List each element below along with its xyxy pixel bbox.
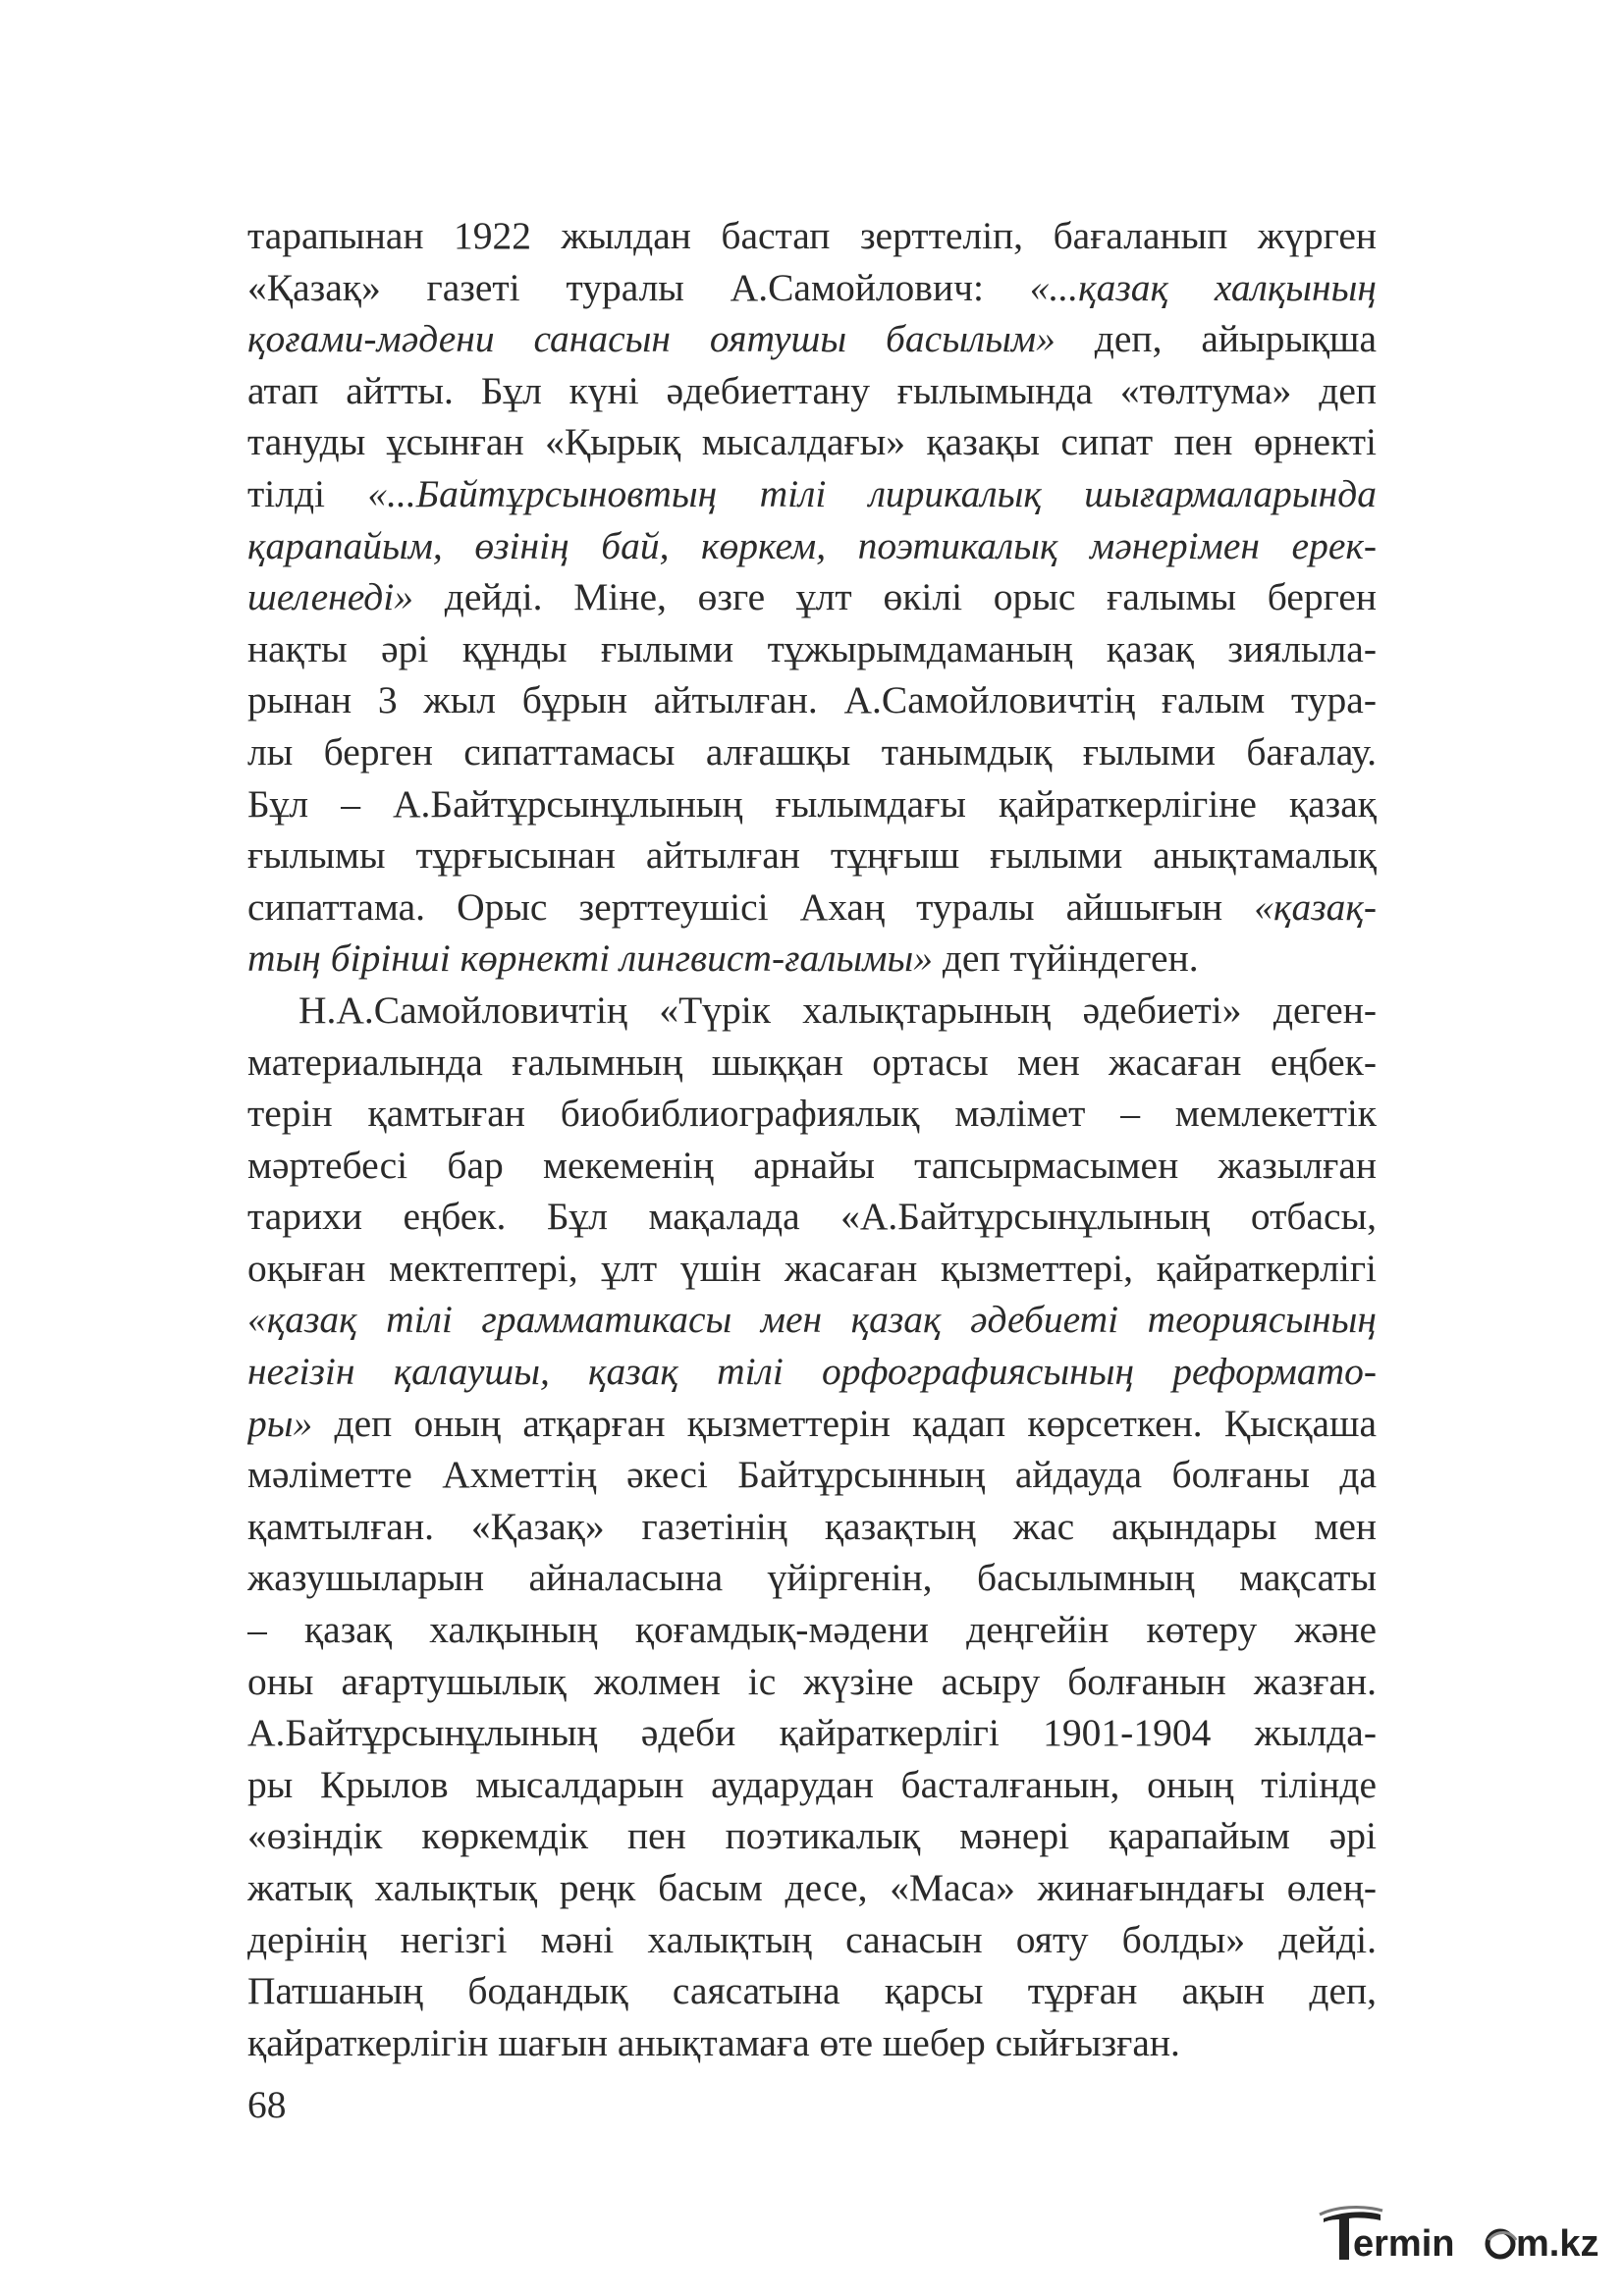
- italic-quote: «...қазақ халқының: [1029, 265, 1377, 309]
- text-segment: деп оның атқарған қызметтерін қадап көрсеткен. Қысқаша: [312, 1401, 1377, 1445]
- logo-text-right: m.kz: [1516, 2223, 1599, 2265]
- text-segment: «Қазақ» газеті туралы А.Самойлович:: [247, 265, 1030, 309]
- text-segment: мәртебесі бар мекеменің арнайы тапсырмасымен жазылған: [247, 1143, 1377, 1187]
- italic-quote: «қазақ-: [1254, 884, 1377, 929]
- text-segment: нақты әрі құнды ғылыми тұжырымдаманың қазақ зиялыла-: [247, 626, 1377, 670]
- text-segment: дерінің негізгі мәні халықтың санасын ояту болды» дейді.: [247, 1917, 1377, 1961]
- italic-quote: негізін қалаушы, қазақ тілі орфографиясының реформато-: [247, 1350, 1377, 1394]
- terminco-logo: [1316, 2201, 1610, 2279]
- text-line: [247, 262, 1377, 314]
- text-segment: деп түйіндеген.: [932, 936, 1199, 981]
- italic-quote: қарапайым, өзінің бай, көркем, поэтикалық мәнерімен ерек-: [247, 523, 1377, 567]
- text-line: [247, 571, 1377, 623]
- text-segment: жазушыларын айналасына үйіргенін, басылымның мақсаты: [247, 1556, 1377, 1600]
- italic-quote: «қазақ тілі грамматикасы мен қазақ әдебиеті теориясының: [247, 1298, 1377, 1342]
- text-line: [247, 778, 1377, 830]
- italic-quote: тың бірінші көрнекті лингвист-ғалымы»: [247, 936, 933, 981]
- text-line: [247, 881, 1377, 934]
- italic-quote: шеленеді»: [247, 575, 413, 619]
- text-line: [247, 1398, 1377, 1450]
- text-line: [247, 1449, 1377, 1501]
- text-segment: жатық халықтық реңк басым десе, «Маса» жинағындағы өлең-: [247, 1866, 1377, 1909]
- text-segment: А.Байтұрсынұлының әдеби қайраткерлігі 1901-1904 жылда-: [247, 1711, 1377, 1755]
- text-line: [247, 313, 1377, 365]
- text-segment: деп, айырықша: [1055, 317, 1377, 361]
- text-line: [247, 1965, 1377, 2017]
- text-segment: Бұл – А.Байтұрсынұлының ғылымдағы қайраткерлігіне қазақ: [247, 781, 1377, 826]
- text-segment: ғылымы тұрғысынан айтылған тұңғыш ғылыми анықтамалық: [247, 833, 1377, 878]
- text-segment: оны ағартушылық жолмен іс жүзіне асыру болғанын жазған.: [247, 1659, 1377, 1703]
- text-segment: Патшаның бодандық саясатына қарсы тұрған ақын деп,: [247, 1969, 1377, 2013]
- text-line: [247, 985, 1377, 1037]
- text-segment: – қазақ халқының қоғамдық-мәдени деңгейін көтеру және: [247, 1608, 1377, 1652]
- text-line: [247, 1707, 1377, 1759]
- text-line: [247, 2017, 1377, 2069]
- text-segment: терін қамтыған биобиблиографиялық мәлімет – мемлекеттік: [247, 1092, 1377, 1136]
- text-segment: тілді: [247, 471, 368, 515]
- text-segment: тануды ұсынған «Қырық мысалдағы» қазақы сипат пен өрнекті: [247, 420, 1377, 464]
- text-line: [247, 1501, 1377, 1553]
- text-segment: тарапынан 1922 жылдан бастап зерттеліп, бағаланып жүрген: [247, 214, 1377, 257]
- text-line: [247, 933, 1377, 985]
- text-line: [247, 674, 1377, 726]
- text-line: [247, 1552, 1377, 1604]
- text-segment: мәліметте Ахметтің әкесі Байтұрсынның айдауда болғаны да: [247, 1453, 1377, 1497]
- text-segment: атап айтты. Бұл күні әдебиеттану ғылымында «төлтума» деп: [247, 368, 1377, 412]
- text-segment: дейді. Міне, өзге ұлт өкілі орыс ғалымы берген: [412, 575, 1377, 619]
- text-segment: оқыған мектептері, ұлт үшін жасаған қызметтері, қайраткерлігі: [247, 1246, 1377, 1290]
- body-text: [247, 210, 1377, 2068]
- text-segment: тарихи еңбек. Бұл мақалада «А.Байтұрсынұлының отбасы,: [247, 1195, 1377, 1239]
- text-line: [247, 1346, 1377, 1398]
- text-line: [247, 520, 1377, 572]
- text-segment: «өзіндік көркемдік пен поэтикалық мәнері қарапайым әрі: [247, 1814, 1377, 1858]
- text-line: [247, 1656, 1377, 1708]
- text-line: [247, 829, 1377, 881]
- italic-quote: қоғами-мәдени санасын оятушы басылым»: [247, 317, 1056, 361]
- text-line: [247, 1810, 1377, 1862]
- text-line: [247, 1862, 1377, 1914]
- text-segment: ры Крылов мысалдарын аударудан басталғанын, оның тілінде: [247, 1762, 1377, 1806]
- text-segment: сипаттама. Орыс зерттеушісі Ахаң туралы айшығын: [247, 884, 1255, 929]
- text-line: [247, 468, 1377, 520]
- page-number: 68: [247, 2083, 287, 2126]
- text-segment: Н.А.Самойловичтің «Түрік халықтарының әдебиеті» деген-: [298, 988, 1377, 1032]
- text-line: [247, 726, 1377, 778]
- text-line: [247, 1294, 1377, 1346]
- logo-text-left: ermin: [1353, 2223, 1455, 2265]
- text-segment: материалында ғалымның шыққан ортасы мен жасаған еңбек-: [247, 1040, 1377, 1084]
- italic-quote: ры»: [247, 1401, 313, 1445]
- text-line: [247, 1037, 1377, 1089]
- text-line: [247, 1243, 1377, 1295]
- text-segment: қамтылған. «Қазақ» газетінің қазақтың жас ақындары мен: [247, 1504, 1377, 1548]
- text-line: [247, 1088, 1377, 1140]
- text-line: [247, 1140, 1377, 1192]
- text-segment: қайраткерлігін шағын анықтамаға өте шебер сыйғызған.: [247, 2020, 1180, 2064]
- text-line: [247, 623, 1377, 675]
- text-line: [247, 365, 1377, 417]
- text-line: [247, 1759, 1377, 1811]
- italic-quote: «...Байтұрсыновтың тілі лирикалық шығармаларында: [367, 471, 1377, 515]
- text-segment: рынан 3 жыл бұрын айтылған. А.Самойловичтің ғалым тура-: [247, 678, 1377, 722]
- text-line: [247, 416, 1377, 468]
- text-segment: лы берген сипаттамасы алғашқы танымдық ғылыми бағалау.: [247, 729, 1377, 774]
- text-line: [247, 1604, 1377, 1656]
- text-line: [247, 1914, 1377, 1966]
- terminco-logo-mark: [1316, 2201, 1610, 2279]
- text-line: [247, 210, 1377, 262]
- text-line: [247, 1191, 1377, 1243]
